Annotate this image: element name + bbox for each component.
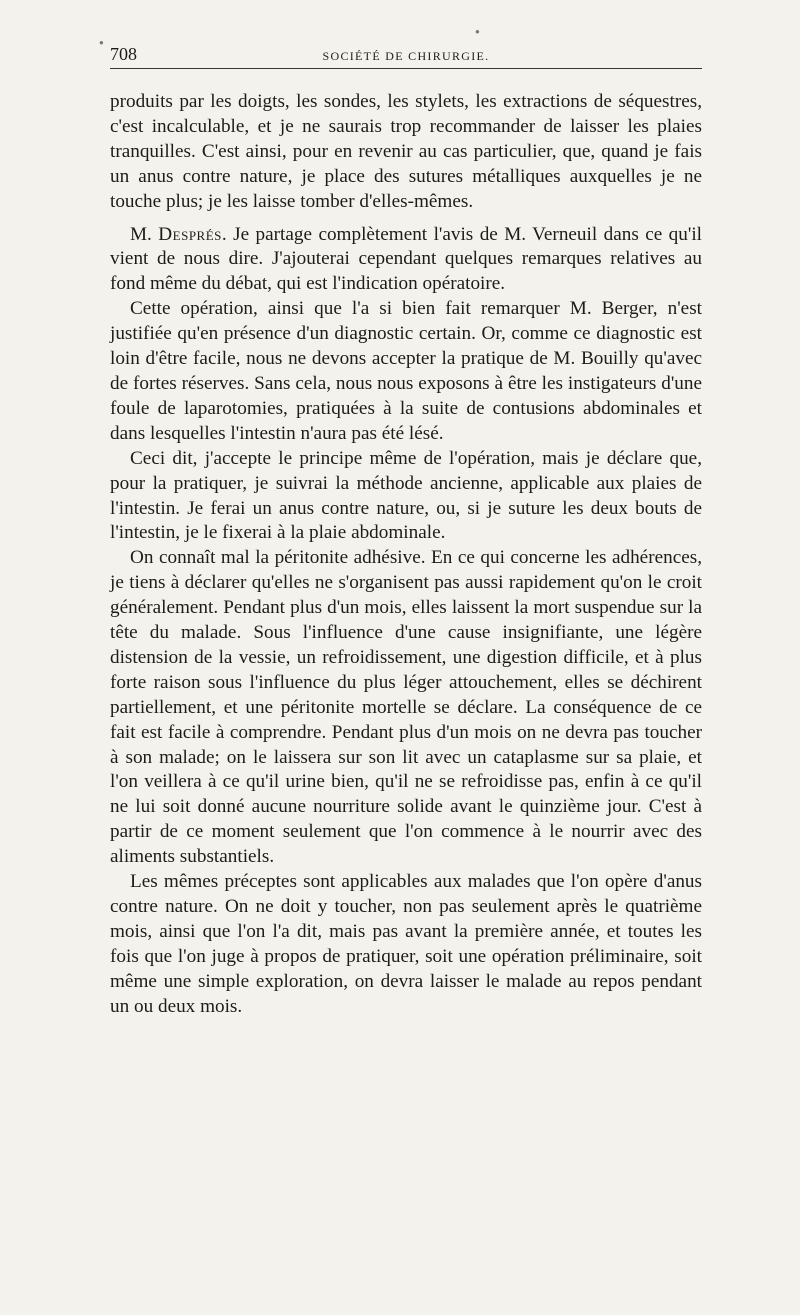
running-title: SOCIÉTÉ DE CHIRURGIE. [322, 49, 490, 63]
speaker-name: Després [158, 223, 222, 245]
paragraph-continuation: produits par les doigts, les sondes, les stylets, les extractions de séquestres, c'est incalculable, et je ne saurais trop recommander de laisser les plaies tranquilles. C'est ainsi, pour en revenir au cas particulier, que, quand je fais un anus contre nature, je place des sutures métalliques auxquelles je ne touche plus; je les laisse tomber d'elles-mêmes. [110, 91, 702, 212]
margin-speck-mark: ● [99, 38, 104, 47]
paragraph-principle: Ceci dit, j'accepte le principe même de l'opération, mais je déclare que, pour la pratiquer, je suivrai la méthode ancienne, applicable aux plaies de l'intestin. Je ferai un anus contre nature, ou, si je suture les deux bouts de l'intestin, je le fixerai à la plaie abdominale. [110, 447, 702, 544]
paragraph-same-precepts: Les mêmes préceptes sont applicables aux malades que l'on opère d'anus contre nature. On ne doit y toucher, non pas seulement après le quatrième mois, ainsi que l'on l'a dit, mais pas avant la première année, et toutes les fois que l'on juge à propos de pratiquer, soit une opération préliminaire, soit même une simple exploration, on devra laisser le malade au repos pendant un ou deux mois. [110, 871, 702, 1017]
margin-speck-mark: ● [475, 27, 480, 36]
paragraph-text: . Je partage complètement l'avis de M. Verneuil dans ce qu'il vient de nous dire. J'ajouterai cependant quelques remarques relatives au fond même du débat, qui est l'indication opératoire. [110, 223, 702, 295]
paragraph-despres-remarks [110, 223, 702, 298]
page-header [110, 44, 702, 69]
paragraph-operation-justification: Cette opération, ainsi que l'a si bien fait remarquer M. Berger, n'est justifiée qu'en présence d'un diagnostic certain. Or, comme ce diagnostic est loin d'être facile, nous ne devons accepter la pratique de M. Bouilly qu'avec de fortes réserves. Sans cela, nous nous exposons à être les instigateurs d'une foule de laparotomies, pratiquées à la suite de contusions abdominales et dans lesquelles l'intestin n'aura pas été lésé. [110, 298, 702, 444]
body-text [110, 90, 702, 1020]
page-number: 708 [110, 44, 137, 64]
speaker-prefix: M. [130, 223, 159, 245]
paragraph-adhesive-peritonitis: On connaît mal la péritonite adhésive. En ce qui concerne les adhérences, je tiens à déclarer qu'elles ne s'organisent pas aussi rapidement qu'on le croit généralement. Pendant plus d'un mois, elles laissent la mort suspendue sur la tête du malade. Sous l'influence d'une cause insignifiante, une légère distension de la vessie, un refroidissement, une digestion difficile, et à plus forte raison sous l'influence du plus léger attouchement, elles se déchirent partiellement, et une péritonite mortelle se déclare. La conséquence de ce fait est facile à comprendre. Pendant plus d'un mois on ne devra pas toucher à son malade; on le laissera sur son lit avec un cataplasme sur sa plaie, et l'on veillera à ce qu'il urine bien, qu'il ne se refroidisse pas, enfin à ce qu'il ne lui soit donné aucune nourriture solide avant le quinzième jour. C'est à partir de ce moment seulement que l'on commence à le nourrir avec des aliments substantiels. [110, 547, 702, 868]
